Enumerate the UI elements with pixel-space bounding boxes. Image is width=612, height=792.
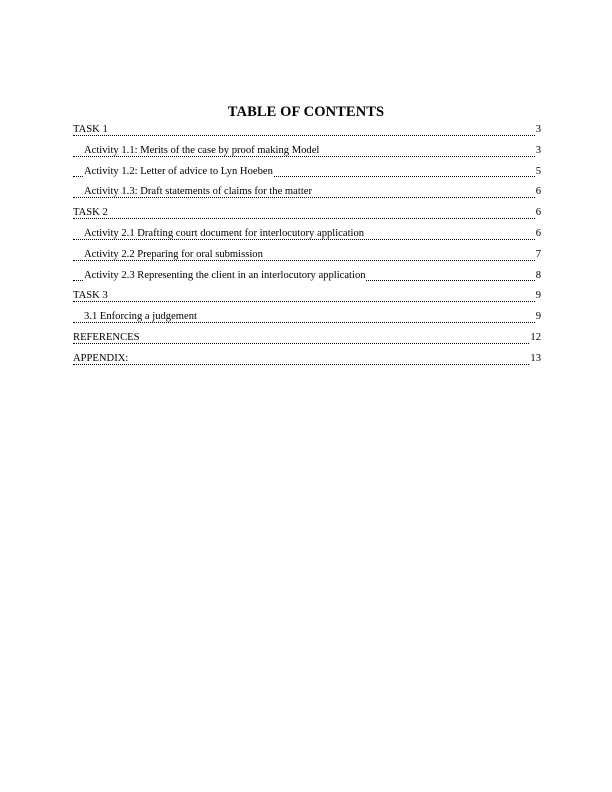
toc-entry-page-number: 6 [535,203,541,224]
toc-entry-page-number: 7 [535,245,541,266]
toc-entry-label: Activity 2.3 Representing the client in an interlocutory application [84,269,366,281]
toc-entry-activity-2-2[interactable] [73,245,541,266]
toc-entry-page-number: 3 [535,120,541,141]
toc-entry-label: TASK 1 [73,124,108,135]
toc-entry-appendix[interactable] [73,349,541,370]
toc-entry-label: Activity 2.1 Drafting court document for interlocutory application [84,227,365,239]
toc-entry-3-1[interactable] [73,307,541,328]
toc-entry-activity-1-3[interactable] [73,182,541,203]
toc-list [73,120,541,370]
toc-entry-label: APPENDIX: [73,352,129,364]
toc-entry-activity-1-1[interactable] [73,141,541,162]
toc-entry-activity-2-3[interactable] [73,266,541,287]
toc-entry-label: 3.1 Enforcing a judgement [84,311,197,323]
toc-entry-page-number: 13 [529,349,541,370]
toc-entry-activity-1-2[interactable] [73,162,541,183]
toc-entry-label: TASK 3 [73,290,108,302]
toc-entry-label: REFERENCES [73,331,140,343]
toc-entry-activity-2-1[interactable] [73,224,541,245]
toc-entry-task-3[interactable] [73,286,541,307]
toc-entry-task-1[interactable] [73,120,541,141]
toc-entry-page-number: 8 [535,266,541,287]
toc-entry-references[interactable] [73,328,541,349]
toc-entry-label: Activity 2.2 Preparing for oral submission [84,248,263,260]
toc-entry-task-2[interactable] [73,203,541,224]
toc-entry-page-number: 9 [535,286,541,307]
toc-entry-label: TASK 2 [73,207,108,219]
toc-entry-label: Activity 1.1: Merits of the case by proof making Model [84,144,320,156]
toc-entry-label: Activity 1.3: Draft statements of claims for the matter [84,186,312,198]
toc-entry-page-number: 3 [535,141,541,162]
dot-leader [73,341,541,344]
toc-entry-label: Activity 1.2: Letter of advice to Lyn Hoeben [84,165,273,177]
toc-entry-page-number: 9 [535,307,541,328]
toc-entry-page-number: 6 [535,182,541,203]
toc-entry-page-number: 6 [535,224,541,245]
dot-leader [73,362,541,365]
dot-leader [73,216,541,219]
toc-title: TABLE OF CONTENTS [227,104,385,120]
toc-entry-page-number: 12 [529,328,541,349]
dot-leader [73,299,541,302]
dot-leader [73,133,541,136]
toc-entry-page-number: 5 [535,162,541,183]
